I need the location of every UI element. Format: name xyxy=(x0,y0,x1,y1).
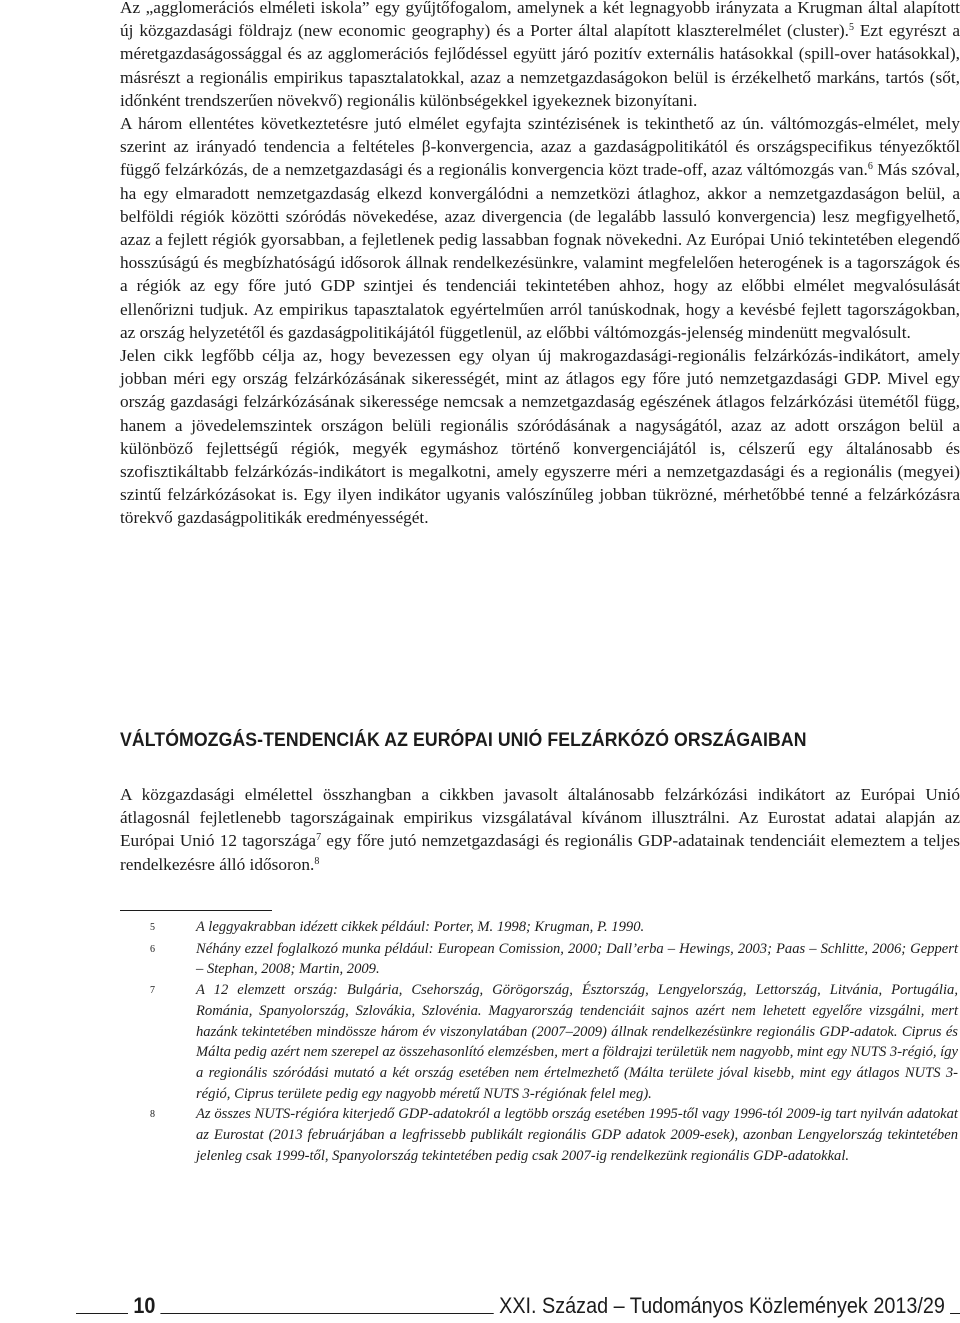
paragraph-method: A közgazdasági elmélettel összhangban a cikkben javasolt általánosabb felzárkózási indikátort az Európai Unió átlagosnál fejletlenebb tagországainak empirikus vizsgálatával kívánom illusztrálni. Az Eurostat adatai alapján az Európai Unió 12 tagországa$^7$ egy főre jutó nemzetgazdasági és regionális GDP-adatainak tendenciáit elemeztem a teljes rendelkezésre álló idősoron.$^8$ xyxy=(120,785,960,874)
footnote-ref-5[interactable]: 5 xyxy=(848,22,854,34)
page-number: 10 xyxy=(128,1294,161,1318)
paragraph-switching-theory: A három ellentétes következtetésre jutó elmélet egyfajta szintézisének is tekinthető az ún. váltómozgás-elmélet, mely szerint az irányadó tendencia a feltételes β-konvergencia, azaz a gazdaságpolitikától és országspecifikus tényezőktől függő felzárkózás, de a nemzetgazdasági és a regionális konvergencia közt trade-off, azaz váltómozgás van.$^6$ Más szóval, ha egy elmaradott nemzetgazdaság elkezd konvergálódni a nemzetközi átlaghoz, akkor a nemzetgazdaságon belül, a belföldi régiók közötti szóródás növekedése, azaz divergencia (de legalább lassuló konvergencia) lesz megfigyelhető, azaz a fejlett régiók gyorsabban, a fejletlenek pedig lassabban fognak növekedni. Az Európai Unió tekintetében elegendő hosszúságú és megbízhatóságú idősorok állnak rendelkezésünkre, valamint megfelelően heterogének is a tagországok és a régiók az egy főre jutó GDP szintjei és tendenciái tekintetében ahhoz, hogy az előbbi elmélet megvalósulását ellenőrizni tudjuk. Az empirikus tapasztalatok egyértelműen arról tanúskodnak, hogy a kevésbé fejlett tagországokban, az ország helyzetétől és gazdaságpolitikájától függetlenül, az előbbi váltómozgás-jelenség mindenütt megvalósult. xyxy=(120,114,960,342)
footnote-ref-6[interactable]: 6 xyxy=(867,161,873,173)
journal-title: XXI. Század – Tudományos Közlemények 2013/29 xyxy=(493,1294,950,1318)
footnote-ref-8[interactable]: 8 xyxy=(314,855,320,867)
paragraph-agglomeration: Az „agglomerációs elméleti iskola” egy gyűjtőfogalom, amelynek a két legnagyobb irányzata a Krugman által alapított új közgazdasági földrajz (new economic geography) és a Porter által alapított klaszterelmélet (cluster).$^5$ Ezt egyrészt a méretgazdaságossággal és az agglomerációs fejlődéssel együtt járó pozitív externális hatásokkal (spill-over hatásokkal), másrészt a regionális empirikus tapasztalatokkal, azaz a nemzetgazdaságokon belül is érzékelhető markáns, tartós (sőt, időnként trendszerűen növekvő) regionális különbségekkel igyekeznek bizonyítani. xyxy=(120,0,960,110)
footnote-text: A 12 elemzett ország: Bulgária, Csehország, Görögország, Észtország, Lengyelország, Lettország, Litvánia, Portugália, Románia, Spanyolország, Szlovákia, Szlovénia. Magyarország tendenciáit sajnos azért nem lehetett egyelőre vizsgálni, mert hazánk tekintetében mindössze három év viszonylatában (2007–2009) állnak rendelkezésünkre regionális GDP-adatok. Ciprus és Málta pedig azért nem szerepel az összehasonlító elemzésben, mert a földrajzi területük nem nagyobb, mint egy NUTS 3-régió, így a regionális szóródási mutató a két ország esetében nem értelmezhető (Málta területe jóval kisebb, mint egy átlagos NUTS 3-régió, Ciprus területe pedig egy nagyobb méretű NUTS 3-régiónak felel meg). xyxy=(196,982,958,1102)
footnote-6 xyxy=(150,939,958,980)
footnote-7 xyxy=(150,980,958,1104)
footnote-text: A leggyakrabban idézett cikkek például: Porter, M. 1998; Krugman, P. 1990. xyxy=(196,919,645,935)
footnote-number: 5 xyxy=(150,922,155,933)
footnote-number: 8 xyxy=(150,1109,155,1121)
footnote-text: Az összes NUTS-régióra kiterjedő GDP-adatokról a legtöbb ország esetében 1995-től vagy 1996-tól 2009-ig tart nyilván adatokat az Eurostat (2013 februárjában a legfrissebb publikált regionális GDP adatok 2009-esek), azonban Lengyelország tekintetében jelenleg csak 1999-től, Spanyolország tekintetében pedig csak 2007-ig rendelkezünk regionális GDP-adatokkal. xyxy=(196,1106,958,1164)
paragraph-aim: Jelen cikk legfőbb célja az, hogy bevezessen egy olyan új makrogazdasági-regionális felzárkózás-indikátort, amely jobban méri egy ország felzárkózásának sikerességét, mint az átlagos egy főre jutó nemzetgazdasági GDP. Mivel egy ország gazdasági felzárkózásának sikeressége nemcsak a nemzetgazdaság egészének átlagos felzárkózási ütemétől függ, hanem a jövedelemszintek országon belüli regionális szóródásának a nagyságától, azaz az adott országon belül a különböző fejlettségű régiók, megyék egymáshoz történő konvergenciájától is, célszerű egy általánosabb és szofisztikáltabb felzárkózás-indikátort is megalkotni, amely egyszerre méri a nemzetgazdasági és a regionális (megyei) szintű felzárkózásokat is. Egy ilyen indikátor ugyanis valószínűleg jobban tükrözné, mérhetőbbé tenné a felzárkózásra törekvő gazdaságpolitikák eredményességét. xyxy=(120,346,960,528)
footnote-separator xyxy=(120,910,272,911)
footnote-text: Néhány ezzel foglalkozó munka például: European Comission, 2000; Dall’erba – Hewings, 2003; Paas – Schlitte, 2006; Geppert – Stephan, 2008; Martin, 2009. xyxy=(196,940,958,978)
section-text xyxy=(120,783,960,876)
section-heading: VÁLTÓMOZGÁS-TENDENCIÁK AZ EURÓPAI UNIÓ FELZÁRKÓZÓ ORSZÁGAIBAN xyxy=(120,730,807,751)
intro-text xyxy=(120,0,960,530)
footnote-number: 7 xyxy=(150,985,155,997)
footnote-5 xyxy=(150,917,958,939)
footnote-ref-7[interactable]: 7 xyxy=(316,832,322,844)
footnote-number: 6 xyxy=(150,943,155,955)
footnote-8 xyxy=(150,1104,958,1166)
footnotes xyxy=(150,917,958,1166)
